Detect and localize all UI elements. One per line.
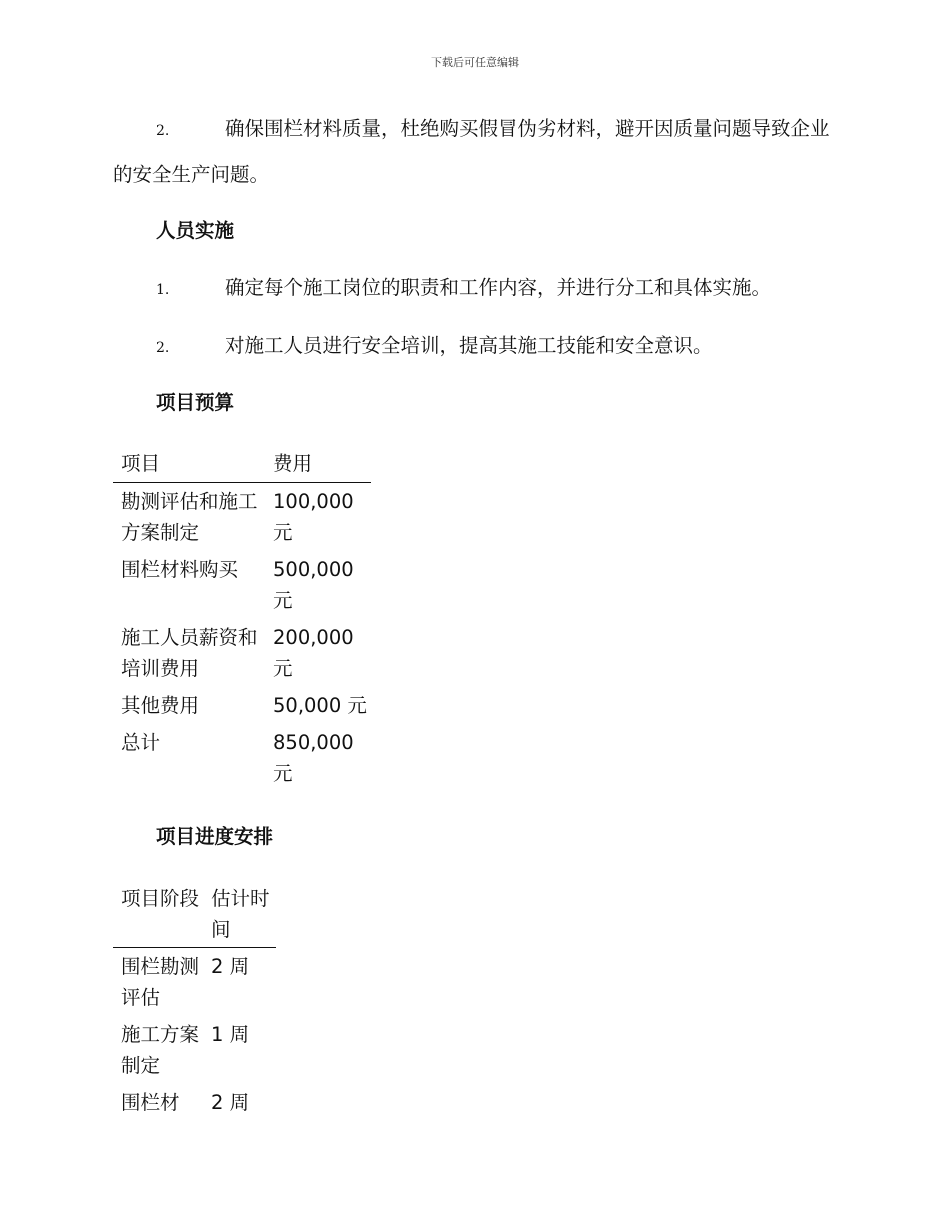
personnel-item-1: [156, 273, 771, 305]
intro-number: 2.: [156, 123, 170, 139]
heading-schedule: 项目进度安排: [156, 825, 274, 848]
schedule-table: [113, 880, 276, 1121]
list-number: 2.: [156, 340, 170, 356]
personnel-item-2: [156, 331, 713, 363]
schedule-time: 2 周: [211, 955, 250, 978]
budget-item: 施工人员薪资和培训费用: [121, 626, 258, 680]
budget-item: 勘测评估和施工方案制定: [121, 490, 258, 544]
budget-cost: 500,000 元: [273, 558, 354, 612]
budget-table: [113, 448, 371, 792]
schedule-stage: 围栏勘测评估: [121, 955, 200, 1009]
column-header: 费用: [265, 448, 371, 483]
schedule-time: 2 周: [211, 1091, 250, 1114]
list-text: 确定每个施工岗位的职责和工作内容，并进行分工和具体实施。: [225, 276, 772, 299]
table-header-row: [113, 880, 276, 948]
table-row: [113, 948, 276, 1017]
intro-paragraph: [113, 107, 838, 197]
intro-text: 确保围栏材料质量，杜绝购买假冒伪劣材料，避开因质量问题导致企业的安全生产问题。: [113, 117, 830, 186]
table-row: [113, 687, 371, 724]
schedule-stage: 施工方案制定: [121, 1023, 200, 1077]
list-number: 1.: [156, 282, 170, 298]
heading-budget: 项目预算: [156, 391, 235, 414]
column-header: 项目: [113, 448, 265, 483]
heading-personnel: 人员实施: [156, 219, 235, 242]
column-header: 项目阶段: [113, 880, 203, 948]
budget-cost: 850,000 元: [273, 731, 354, 785]
table-row: [113, 551, 371, 619]
budget-item: 围栏材料购买: [121, 558, 239, 581]
table-row: [113, 724, 371, 792]
table-row: [113, 1016, 276, 1084]
budget-item: 其他费用: [121, 694, 200, 717]
schedule-time: 1 周: [211, 1023, 250, 1046]
table-header-row: [113, 448, 371, 483]
budget-item: 总计: [121, 731, 161, 754]
budget-cost: 100,000 元: [273, 490, 354, 544]
table-row: [113, 619, 371, 687]
header-note: 下载后可任意编辑: [431, 56, 519, 69]
schedule-stage: 围栏材: [121, 1091, 180, 1114]
table-row: [113, 483, 371, 552]
budget-cost: 50,000 元: [273, 694, 367, 717]
list-text: 对施工人员进行安全培训，提高其施工技能和安全意识。: [225, 334, 713, 357]
table-row: [113, 1084, 276, 1121]
column-header: 估计时间: [203, 880, 276, 948]
budget-cost: 200,000 元: [273, 626, 354, 680]
